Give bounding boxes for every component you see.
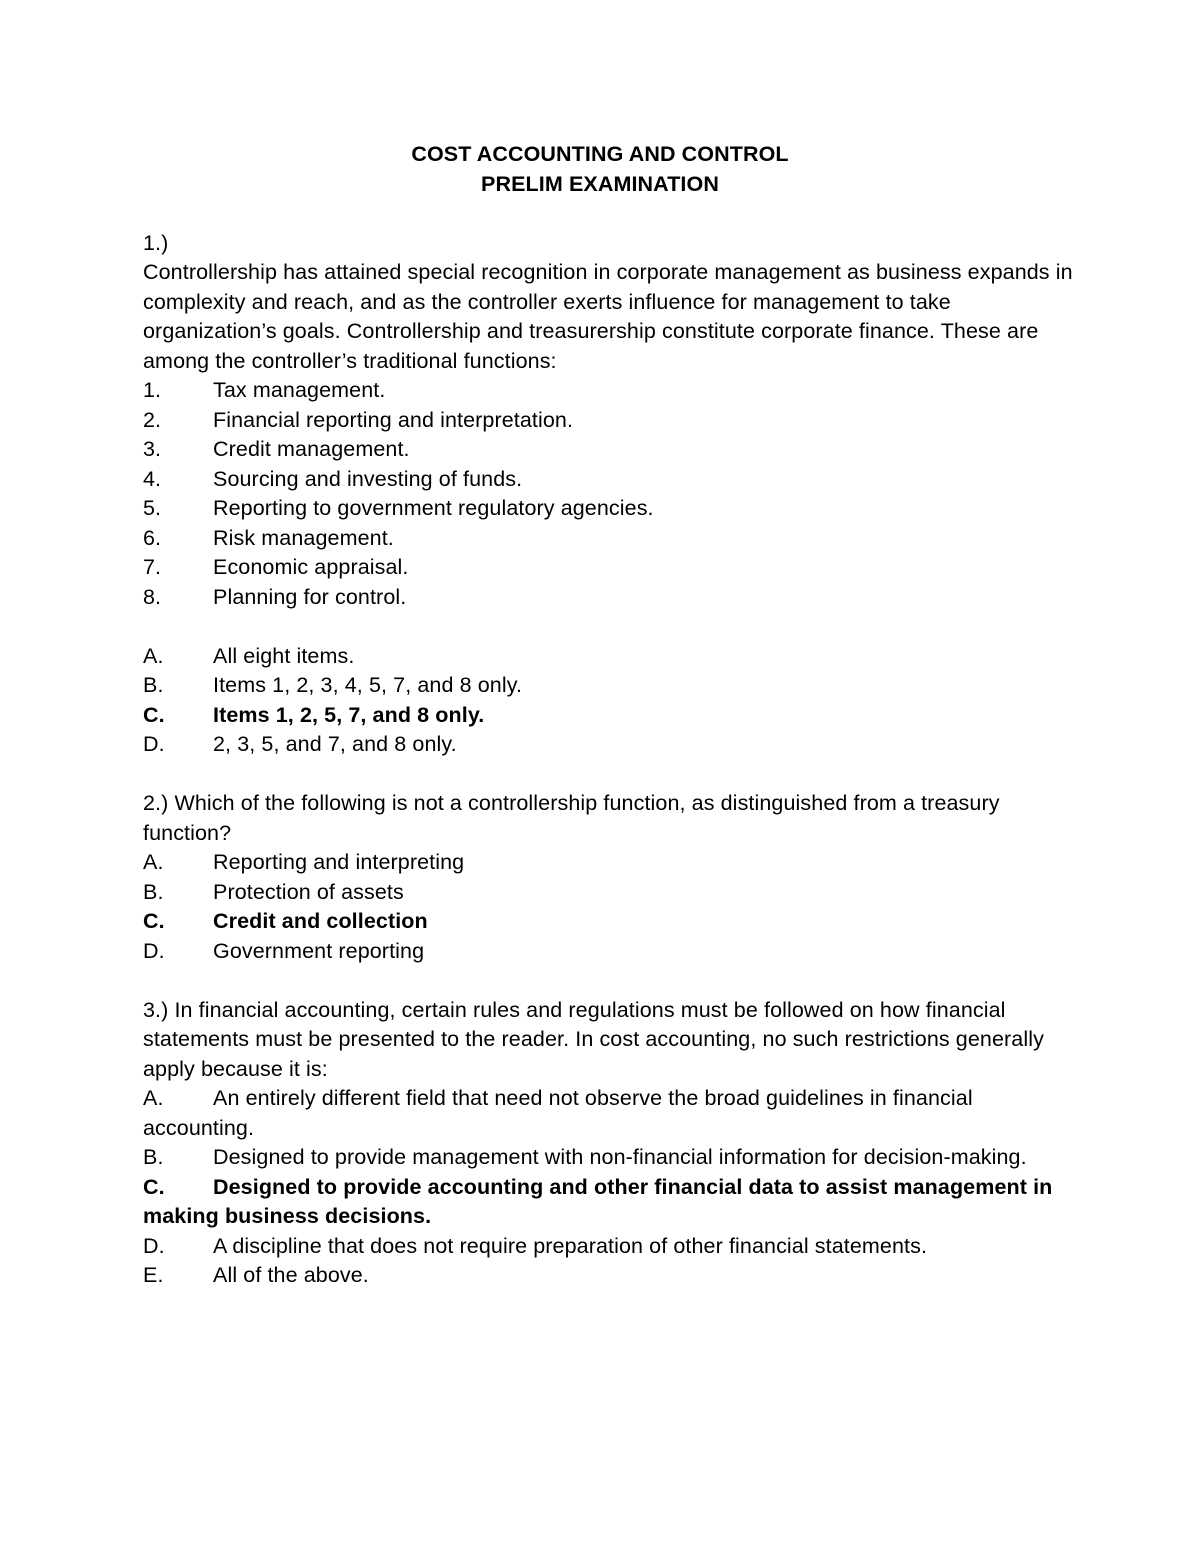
item-marker: 1. bbox=[143, 378, 162, 402]
choice-d bbox=[143, 730, 1083, 760]
item-text: Economic appraisal. bbox=[213, 555, 409, 579]
item-text: Reporting to government regulatory agencies. bbox=[213, 496, 654, 520]
list-item bbox=[143, 494, 1083, 524]
choice-marker: A. bbox=[143, 1086, 164, 1110]
choice-marker: D. bbox=[143, 938, 165, 963]
choice-c-answer bbox=[143, 1173, 1083, 1232]
item-text: Financial reporting and interpretation. bbox=[213, 407, 574, 432]
item-text: Sourcing and investing of funds. bbox=[213, 466, 523, 491]
choice-b bbox=[143, 1143, 1083, 1173]
question-3-choices bbox=[143, 1084, 1083, 1291]
list-item bbox=[143, 583, 1083, 613]
choice-text: Government reporting bbox=[213, 938, 425, 963]
spacer bbox=[143, 966, 1083, 996]
choice-marker: B. bbox=[143, 1145, 164, 1169]
question-1-number: 1.) bbox=[143, 230, 169, 255]
question-2-stem: 2.) Which of the following is not a controllership function, as distinguished from a treasury function? bbox=[143, 791, 1000, 845]
question-1-choices bbox=[143, 642, 1083, 760]
choice-marker: D. bbox=[143, 732, 165, 756]
choice-text: An entirely different field that need not observe the broad guidelines in financial accounting. bbox=[143, 1086, 973, 1140]
choice-a bbox=[143, 1084, 1083, 1143]
choice-marker: C. bbox=[143, 1174, 165, 1199]
question-3-stem: 3.) In financial accounting, certain rules and regulations must be followed on how financial statements must be presented to the reader. In cost accounting, no such restrictions generally apply because it is: bbox=[143, 997, 1044, 1081]
item-marker: 8. bbox=[143, 584, 162, 609]
list-item bbox=[143, 465, 1083, 495]
question-2 bbox=[143, 789, 1083, 966]
title-line-1: COST ACCOUNTING AND CONTROL bbox=[411, 142, 789, 166]
choice-text: Items 1, 2, 3, 4, 5, 7, and 8 only. bbox=[213, 673, 523, 697]
choice-marker: D. bbox=[143, 1233, 165, 1258]
choice-a bbox=[143, 642, 1083, 672]
question-3 bbox=[143, 996, 1083, 1291]
choice-text: Protection of assets bbox=[213, 879, 404, 904]
choice-text: Designed to provide accounting and other financial data to assist management in making business decisions. bbox=[143, 1174, 1053, 1228]
choice-text: A discipline that does not require preparation of other financial statements. bbox=[213, 1233, 928, 1258]
list-item bbox=[143, 435, 1083, 465]
choice-marker: B. bbox=[143, 879, 164, 904]
item-marker: 5. bbox=[143, 496, 162, 520]
list-item bbox=[143, 406, 1083, 436]
choice-marker: C. bbox=[143, 702, 165, 727]
choice-text: All eight items. bbox=[213, 643, 355, 668]
choice-b bbox=[143, 878, 1083, 908]
item-marker: 6. bbox=[143, 525, 162, 550]
question-1-stem: Controllership has attained special recognition in corporate management as business expands in complexity and reach, and as the controller exerts influence for management to take organization’s goals. Controllership and treasurership constitute corporate finance. These are among the controller’s traditional functions: bbox=[143, 260, 1073, 373]
choice-marker: A. bbox=[143, 643, 164, 668]
item-text: Credit management. bbox=[213, 437, 410, 461]
question-1-items bbox=[143, 376, 1083, 612]
choice-text: All of the above. bbox=[213, 1263, 369, 1287]
choice-marker: E. bbox=[143, 1263, 164, 1287]
title-line-2: PRELIM EXAMINATION bbox=[481, 171, 719, 196]
choice-d bbox=[143, 1232, 1083, 1262]
spacer bbox=[143, 760, 1083, 790]
list-item bbox=[143, 553, 1083, 583]
item-marker: 7. bbox=[143, 555, 162, 579]
choice-marker: B. bbox=[143, 673, 164, 697]
list-item bbox=[143, 524, 1083, 554]
item-marker: 2. bbox=[143, 407, 162, 432]
choice-d bbox=[143, 937, 1083, 967]
choice-c-answer bbox=[143, 701, 1083, 731]
item-text: Planning for control. bbox=[213, 584, 407, 609]
question-2-choices bbox=[143, 848, 1083, 966]
choice-b bbox=[143, 671, 1083, 701]
choice-a bbox=[143, 848, 1083, 878]
item-text: Tax management. bbox=[213, 378, 386, 402]
choice-c-answer bbox=[143, 907, 1083, 937]
item-text: Risk management. bbox=[213, 525, 394, 550]
spacer bbox=[143, 612, 1083, 642]
exam-page bbox=[143, 140, 1083, 1291]
choice-marker: C. bbox=[143, 909, 165, 933]
choice-e bbox=[143, 1261, 1083, 1291]
question-1 bbox=[143, 229, 1083, 760]
choice-text: 2, 3, 5, and 7, and 8 only. bbox=[213, 732, 457, 756]
choice-text: Designed to provide management with non-financial information for decision-making. bbox=[213, 1145, 1027, 1169]
exam-title bbox=[0, 140, 1200, 199]
choice-marker: A. bbox=[143, 850, 164, 874]
item-marker: 4. bbox=[143, 466, 162, 491]
list-item bbox=[143, 376, 1083, 406]
choice-text: Reporting and interpreting bbox=[213, 850, 465, 874]
choice-text: Items 1, 2, 5, 7, and 8 only. bbox=[213, 702, 485, 727]
item-marker: 3. bbox=[143, 437, 162, 461]
choice-text: Credit and collection bbox=[213, 909, 428, 933]
